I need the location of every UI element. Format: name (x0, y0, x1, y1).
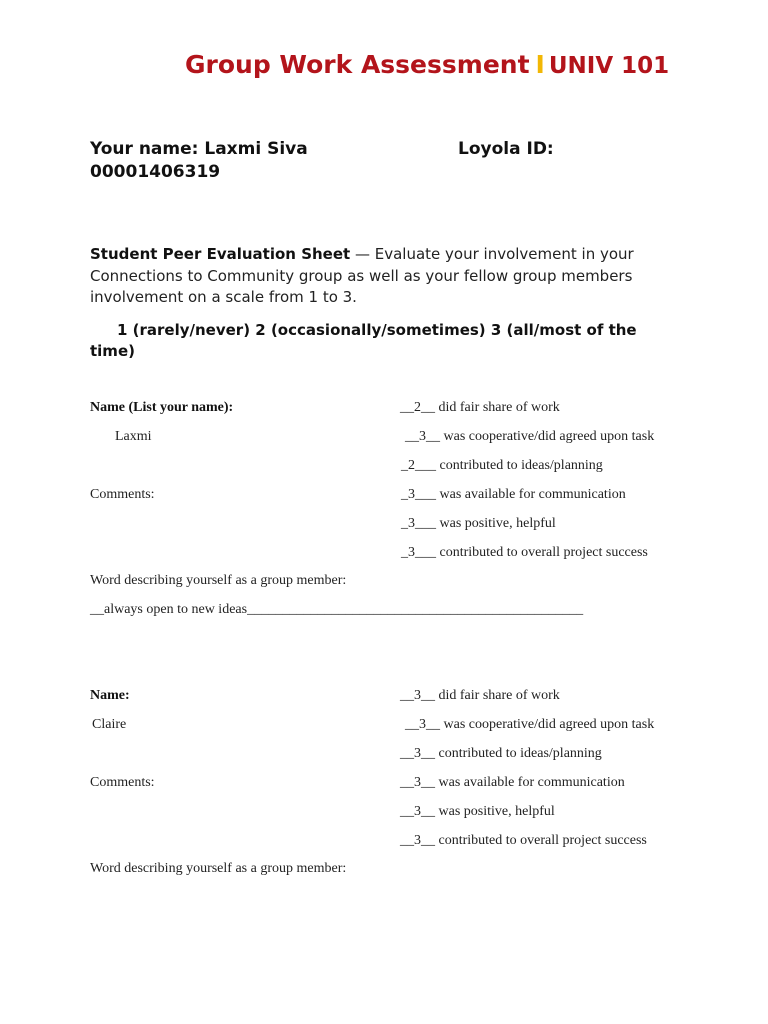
word-label: Word describing yourself as a group member: (90, 573, 347, 588)
course-code: UNIV 101 (548, 53, 670, 79)
criterion-cooperative: __3__ was cooperative/did agreed upon task (405, 717, 655, 732)
name-label: Name (List your name): (90, 400, 234, 415)
your-name: Your name: Laxmi Siva (90, 139, 308, 159)
criterion-cooperative: __3__ was cooperative/did agreed upon task (405, 429, 655, 444)
criterion-fair-share: __3__ did fair share of work (400, 688, 560, 703)
word-label: Word describing yourself as a group member: (90, 861, 347, 876)
identity-line (90, 138, 710, 184)
intro-paragraph (90, 244, 650, 309)
page-title (185, 50, 669, 79)
criterion-communication: __3__ was available for communication (400, 775, 625, 790)
criterion-fair-share: __2__ did fair share of work (400, 400, 560, 415)
intro-lead: Student Peer Evaluation Sheet (90, 245, 351, 263)
title-separator: I (535, 50, 545, 79)
loyola-id-value: 00001406319 (90, 162, 221, 182)
criterion-success: __3__ contributed to overall project success (400, 833, 647, 848)
criterion-communication: _3___ was available for communication (401, 487, 626, 502)
member-name: Laxmi (115, 429, 152, 444)
comments-label: Comments: (90, 487, 155, 502)
criterion-ideas: __3__ contributed to ideas/planning (400, 746, 602, 761)
assessment-title: Group Work Assessment (185, 50, 530, 79)
loyola-id-label: Loyola ID: (458, 139, 554, 159)
criterion-positive: _3___ was positive, helpful (401, 516, 556, 531)
name-label: Name: (90, 688, 130, 703)
rating-scale: 1 (rarely/never) 2 (occasionally/sometimes) 3 (all/most of the time) (90, 321, 637, 360)
comments-label: Comments: (90, 775, 155, 790)
criterion-success: _3___ contributed to overall project success (401, 545, 648, 560)
word-value: __always open to new ideas________________________________________________ (90, 602, 584, 617)
criterion-positive: __3__ was positive, helpful (400, 804, 555, 819)
criterion-ideas: _2___ contributed to ideas/planning (401, 458, 603, 473)
member-name: Claire (92, 717, 127, 732)
intro-text: — Evaluate your involvement in your Connections to Community group as well as your fellow group members involvement on a scale from 1 to 3. (90, 245, 634, 306)
